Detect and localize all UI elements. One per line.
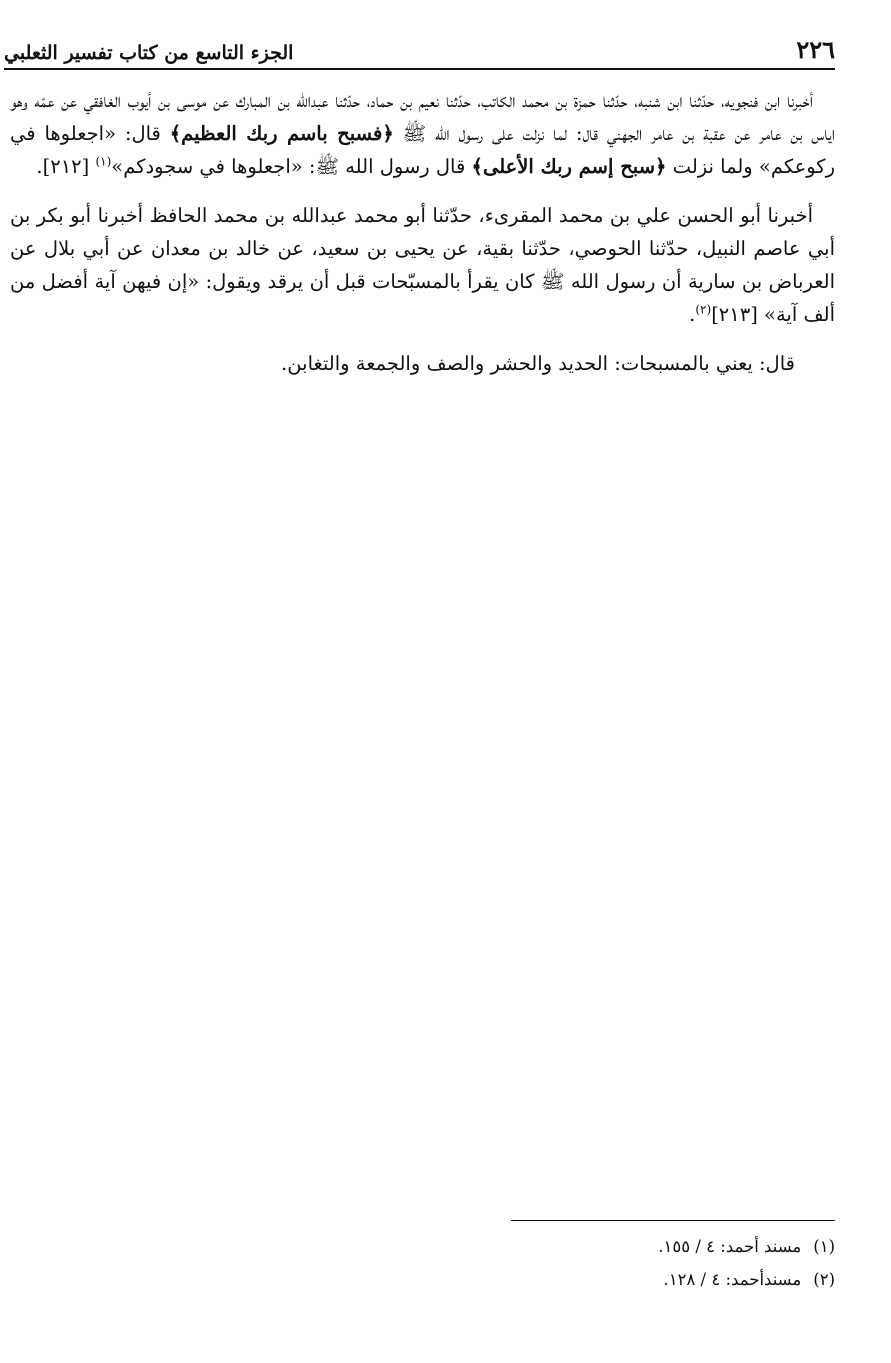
footnotes xyxy=(300,1230,835,1296)
paragraph-3 xyxy=(10,347,835,380)
footnote-text: مسند أحمد: ٤ / ١٥٥. xyxy=(658,1237,802,1256)
running-title: الجزء التاسع من كتاب تفسير الثعلبي xyxy=(4,42,294,64)
paragraph-1 xyxy=(10,84,835,183)
paragraph-2-text-a: أخبرنا أبو الحسن علي بن محمد المقرىء، حدّثنا أبو محمد عبدالله بن محمد الحافظ أخبرنا أبو بكر بن أبي عاصم النبيل، حدّثنا الحوصي، حدّثنا بقية، عن يحيى بن سعيد، عن خالد بن معدان عن أبي بلال عن العرباض بن سارية أن رسول الله ﷺ كان يقرأ بالمسبّحات قبل أن يرقد ويقول: «إن فيهن آية أفضل من ألف آية» [٢١٣] xyxy=(10,204,835,326)
footnote-number: (٢) xyxy=(813,1270,835,1289)
footnote-text: مسندأحمد: ٤ / ١٢٨. xyxy=(663,1270,802,1289)
paragraph-1-text-c: قال رسول الله ﷺ: «اجعلوها في سجودكم» xyxy=(111,155,472,178)
paragraph-1-text-b: قال: «اجعلوها في ركوعكم» ولما نزلت xyxy=(10,122,835,178)
footnote-ref-2: (٢) xyxy=(695,302,712,317)
paragraph-3-text: قال: يعني بالمسبحات: الحديد والحشر والصف والجمعة والتغابن. xyxy=(281,352,795,375)
footnote-divider xyxy=(511,1220,835,1221)
paragraph-1-text-d: [٢١٢]. xyxy=(36,155,96,178)
paragraph-1-text-a: أخبرنا ابن فنجويه، حدّثنا ابن شنبه، حدّثنا حمزة بن محمد الكاتب، حدّثنا نعيم بن حماد، حدّثنا عبدالله بن المبارك عن موسى بن أيوب الغافقي عن عمّه وهو اياس بن عامر عن عقبة بن عامر الجهني قال: لما نزلت على رسول الله ﷺ xyxy=(10,89,835,145)
page-header xyxy=(4,30,835,70)
main-text xyxy=(10,84,835,396)
page-number: ٢٢٦ xyxy=(796,35,835,64)
footnote-ref-1: (١) xyxy=(95,154,112,169)
paragraph-2 xyxy=(10,199,835,331)
footnote-2 xyxy=(300,1263,835,1296)
footnote-number: (١) xyxy=(813,1237,835,1256)
paragraph-2-text-b: . xyxy=(689,303,696,326)
quran-verse-1: ﴿فسبح باسم ربك العظيم﴾ xyxy=(169,122,394,145)
footnote-1 xyxy=(300,1230,835,1263)
quran-verse-2: ﴿سبح إسم ربك الأعلى﴾ xyxy=(471,155,667,178)
